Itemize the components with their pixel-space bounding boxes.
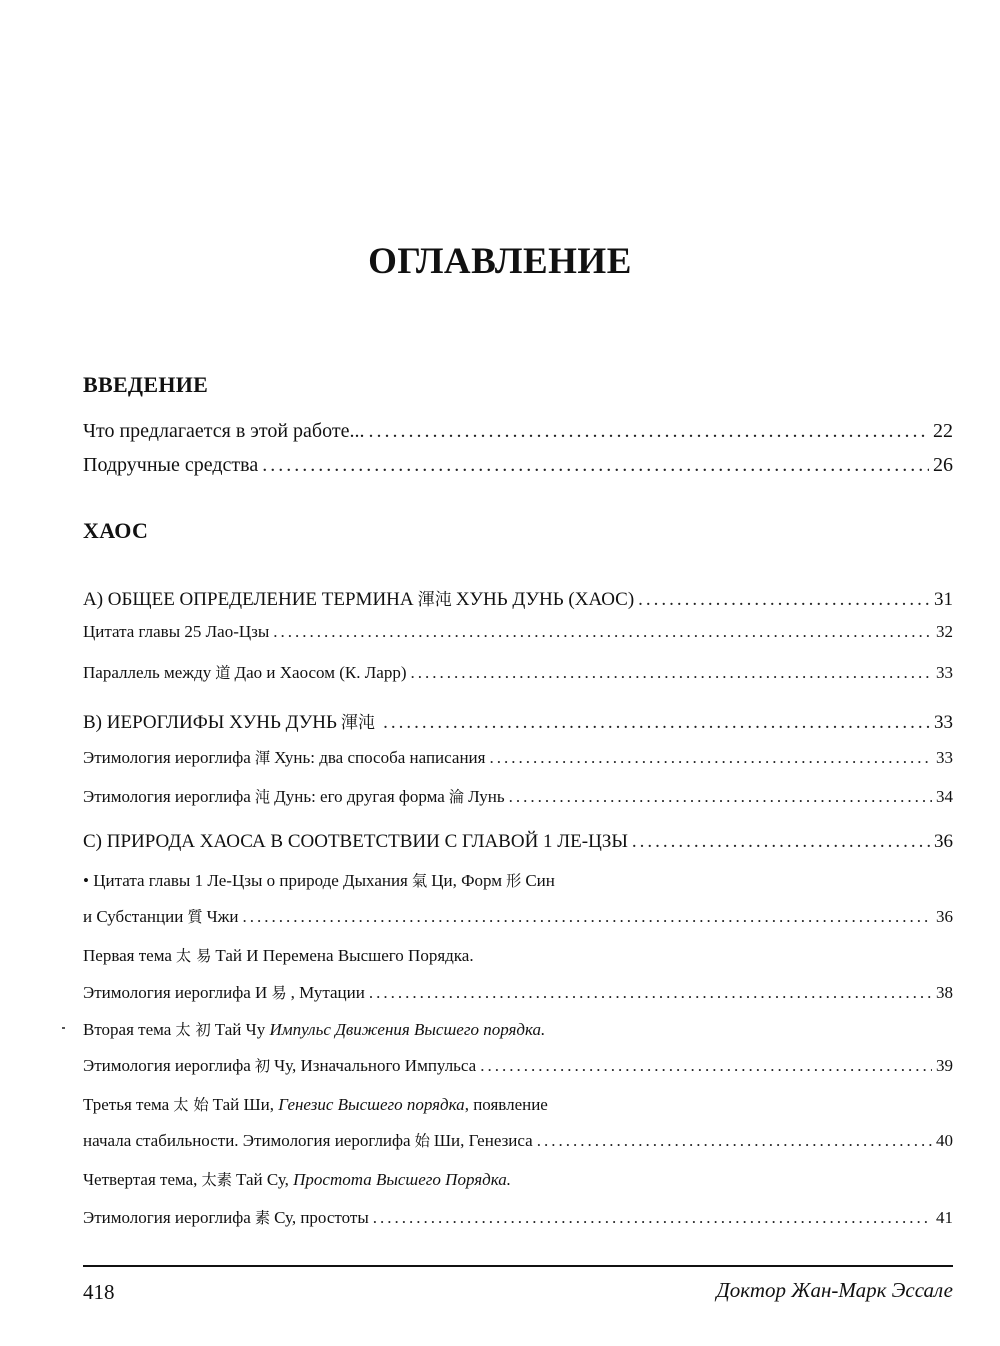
- toc-entry-label: Дао и Хаосом (К. Ларр): [234, 663, 407, 682]
- toc-entry: [83, 981, 953, 1003]
- toc-entry-label: Ци, Форм: [431, 871, 503, 890]
- toc-entry-label: В) ИЕРОГЛИФЫ ХУНЬ ДУНЬ: [83, 712, 337, 733]
- toc-page-number: 40: [936, 1131, 953, 1150]
- dot-leader: [373, 1208, 932, 1228]
- toc-entry-italic: Простота Высшего Порядка.: [293, 1170, 511, 1189]
- toc-entry: [83, 454, 953, 477]
- toc-entry-label: и Субстанции: [83, 907, 184, 926]
- toc-entry-line: [83, 869, 953, 891]
- toc-entry-label: Подручные средства: [83, 454, 259, 476]
- cjk-glyphs: 始: [414, 1132, 430, 1150]
- dot-leader: [262, 454, 929, 477]
- toc-entry-label: Чжи: [206, 907, 239, 926]
- toc-entry-label: Этимология иероглифа: [83, 748, 251, 767]
- toc-entry-label: Чу, Изначального Импульса: [274, 1056, 477, 1075]
- cjk-glyphs: 太 初: [175, 1021, 211, 1039]
- toc-entry-c: [83, 831, 953, 853]
- toc-page-number: 33: [936, 663, 953, 682]
- toc-entry-label: Цитата главы 25 Лао-Цзы: [83, 622, 270, 641]
- dot-leader: [489, 748, 932, 768]
- footer-rule: [83, 1265, 953, 1267]
- cjk-glyphs: 淪: [448, 788, 465, 806]
- toc-entry-label: начала стабильности. Этимология иероглифа: [83, 1131, 411, 1150]
- toc-entry: [83, 1129, 953, 1151]
- dot-leader: [383, 712, 930, 734]
- toc-entry: [83, 785, 953, 807]
- page-title: ОГЛАВЛЕНИЕ: [368, 241, 632, 282]
- toc-entry-label: Тай Чу: [214, 1020, 266, 1039]
- toc-entry-label: Четвертая тема,: [83, 1170, 198, 1189]
- toc-entry-line: [83, 1168, 953, 1190]
- cjk-glyphs: 質: [187, 908, 203, 926]
- cjk-glyphs: 渾沌: [340, 713, 376, 733]
- dot-leader: [480, 1056, 932, 1076]
- dot-leader: [410, 663, 932, 683]
- cjk-glyphs: 素: [254, 1209, 271, 1227]
- toc-page-number: 31: [934, 589, 953, 610]
- toc-entry: [83, 622, 953, 642]
- footer-page-number: 418: [83, 1280, 115, 1304]
- toc-page-number: 33: [934, 712, 953, 733]
- cjk-glyphs: 渾沌: [417, 590, 452, 610]
- toc-entry-label: Тай Ши,: [212, 1095, 275, 1114]
- section-heading-intro: ВВЕДЕНИЕ: [83, 372, 209, 397]
- toc-entry-label: , появление: [464, 1095, 548, 1114]
- toc-entry-label: Что предлагается в этой работе...: [83, 420, 365, 442]
- toc-entry: [83, 1206, 953, 1228]
- toc-entry-line: [83, 1093, 953, 1115]
- toc-entry-label: Тай И Перемена Высшего Порядка.: [215, 946, 474, 965]
- toc-entry-label: Первая тема: [83, 946, 172, 965]
- toc-page-number: 34: [936, 787, 953, 806]
- toc-entry-label: Этимология иероглифа И: [83, 983, 268, 1002]
- toc-entry-label: ХУНЬ ДУНЬ (ХАОС): [455, 589, 635, 610]
- toc-entry-italic: Генезис Высшего порядка: [278, 1095, 465, 1114]
- margin-mark: [62, 1027, 65, 1029]
- cjk-glyphs: 沌: [254, 788, 271, 806]
- toc-entry-label: Лунь: [468, 787, 505, 806]
- toc-page-number: 41: [936, 1208, 953, 1227]
- toc-entry-label: Тай Су,: [236, 1170, 289, 1189]
- toc-entry-label: Третья тема: [83, 1095, 170, 1114]
- toc-page-number: 36: [936, 907, 953, 926]
- toc-entry-label: А) ОБЩЕЕ ОПРЕДЕЛЕНИЕ ТЕРМИНА: [83, 589, 414, 610]
- cjk-glyphs: 道: [215, 664, 231, 682]
- toc-entry-label: Хунь: два способа написания: [274, 748, 486, 767]
- toc-page-number: 22: [933, 420, 953, 442]
- toc-entry-label: Ши, Генезиса: [433, 1131, 533, 1150]
- cjk-glyphs: 渾: [254, 749, 271, 767]
- toc-page-number: 39: [936, 1056, 953, 1075]
- cjk-glyphs: 初: [254, 1057, 271, 1075]
- toc-entry: [83, 420, 953, 443]
- cjk-glyphs: 形: [506, 872, 522, 890]
- toc-page-number: 32: [936, 622, 953, 641]
- toc-entry-b: [83, 708, 953, 734]
- toc-entry-label: Син: [525, 871, 555, 890]
- cjk-glyphs: 易: [271, 984, 287, 1002]
- toc-entry-label: • Цитата главы 1 Ле-Цзы о природе Дыхания: [83, 871, 408, 890]
- toc-entry-label: Су, простоты: [274, 1208, 369, 1227]
- toc-page-number: 33: [936, 748, 953, 767]
- toc-entry-label: Параллель между: [83, 663, 212, 682]
- toc-page-number: 26: [933, 454, 953, 476]
- cjk-glyphs: 氣: [411, 872, 428, 890]
- toc-entry-line: [83, 1018, 953, 1040]
- section-heading-chaos: ХАОС: [83, 518, 149, 543]
- dot-leader: [368, 420, 929, 443]
- dot-leader: [509, 787, 932, 807]
- cjk-glyphs: 太 始: [173, 1096, 209, 1114]
- dot-leader: [537, 1131, 932, 1151]
- toc-entry: [83, 661, 953, 683]
- dot-leader: [273, 622, 932, 642]
- toc-entry-label: Дунь: его другая форма: [274, 787, 445, 806]
- toc-entry-label: Этимология иероглифа: [83, 1056, 251, 1075]
- dot-leader: [243, 907, 932, 927]
- toc-page-number: 36: [934, 831, 953, 852]
- toc-entry-line: [83, 944, 953, 966]
- toc-entry-label: Вторая тема: [83, 1020, 172, 1039]
- toc-entry-a: [83, 585, 953, 611]
- toc-entry-label: Этимология иероглифа: [83, 1208, 251, 1227]
- toc-entry: [83, 1054, 953, 1076]
- toc-entry: [83, 905, 953, 927]
- toc-page-number: 38: [936, 983, 953, 1002]
- toc-entry: [83, 746, 953, 768]
- toc-entry-label: Этимология иероглифа: [83, 787, 251, 806]
- footer-author: Доктор Жан-Марк Эссале: [716, 1278, 953, 1302]
- cjk-glyphs: 太素: [201, 1171, 233, 1189]
- cjk-glyphs: 太 易: [175, 947, 212, 965]
- dot-leader: [632, 831, 930, 853]
- toc-entry-italic: Импульс Движения Высшего порядка.: [269, 1020, 546, 1039]
- toc-entry-label: С) ПРИРОДА ХАОСА В СООТВЕТСТВИИ С ГЛАВОЙ 1 ЛЕ-ЦЗЫ: [83, 831, 628, 852]
- dot-leader: [638, 589, 930, 611]
- dot-leader: [369, 983, 932, 1003]
- toc-entry-label: , Мутации: [290, 983, 365, 1002]
